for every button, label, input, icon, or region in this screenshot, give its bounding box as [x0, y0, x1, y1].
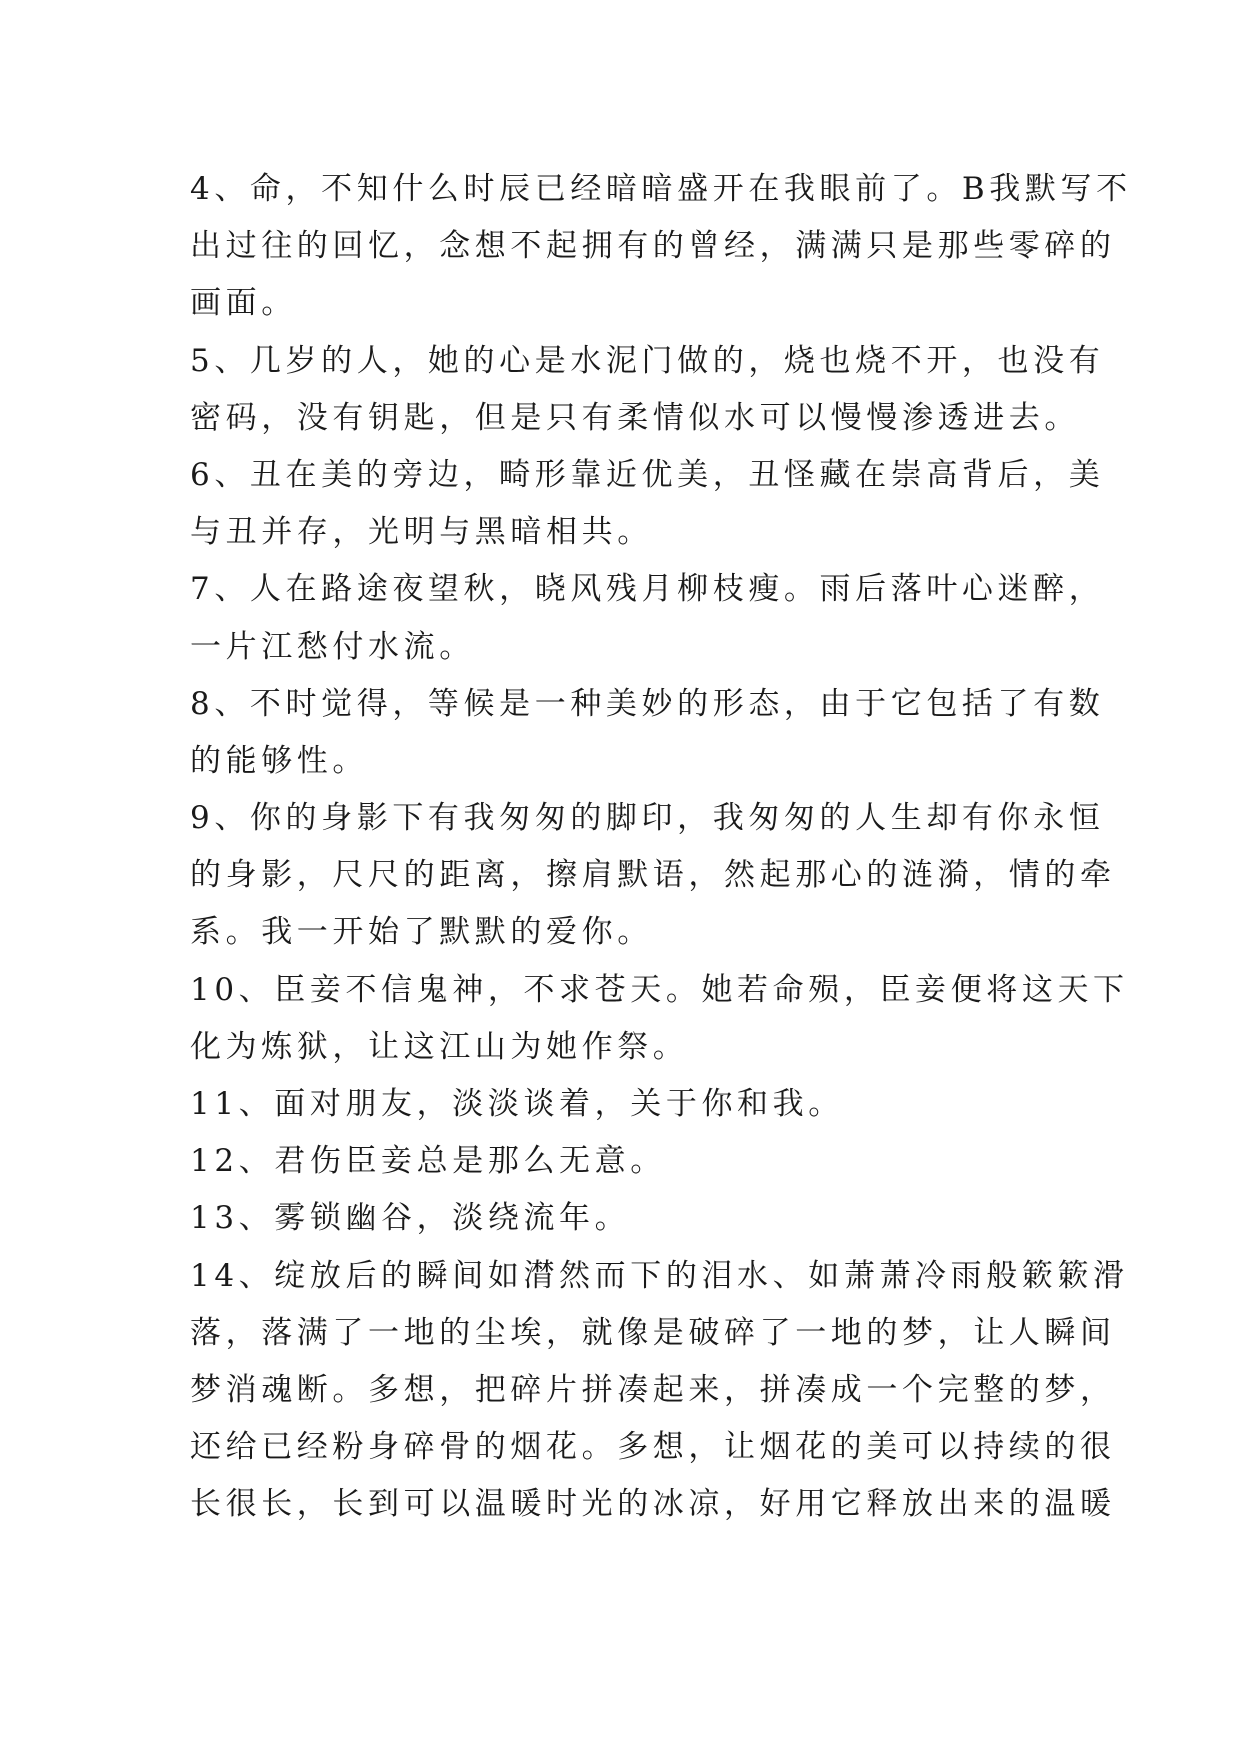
text-line: 一片江愁付水流。	[190, 628, 475, 665]
text-line: 6、丑在美的旁边，畸形靠近优美，丑怪藏在崇高背后，美	[190, 456, 1105, 493]
text-line: 5、几岁的人，她的心是水泥门做的，烧也烧不开，也没有	[190, 342, 1105, 379]
text-line: 与丑并存，光明与黑暗相共。	[190, 514, 653, 551]
text-line: 还给已经粉身碎骨的烟花。多想，让烟花的美可以持续的很	[190, 1429, 1116, 1466]
text-line: 10、臣妾不信鬼神，不求苍天。她若命殒，臣妾便将这天下	[190, 971, 1129, 1008]
text-line: 密码，没有钥匙，但是只有柔情似水可以慢慢渗透进去。	[190, 399, 1080, 436]
text-line: 9、你的身影下有我匆匆的脚印，我匆匆的人生却有你永恒	[190, 800, 1105, 837]
text-line: 的身影，尺尺的距离，擦肩默语，然起那心的涟漪，情的牵	[190, 857, 1116, 894]
text-line: 13、雾锁幽谷，淡绕流年。	[190, 1200, 631, 1237]
text-line: 12、君伤臣妾总是那么无意。	[190, 1143, 666, 1180]
text-line: 画面。	[190, 285, 297, 322]
text-line: 14、绽放后的瞬间如潸然而下的泪水、如萧萧冷雨般簌簌滑	[190, 1257, 1129, 1294]
text-line: 8、不时觉得，等候是一种美妙的形态，由于它包括了有数	[190, 685, 1105, 722]
text-line: 长很长，长到可以温暖时光的冰凉，好用它释放出来的温暖	[190, 1486, 1116, 1523]
text-line: 化为炼狱，让这江山为她作祭。	[190, 1028, 689, 1065]
text-line: 落，落满了一地的尘埃，就像是破碎了一地的梦，让人瞬间	[190, 1314, 1116, 1351]
text-line: 7、人在路途夜望秋，晓风残月柳枝瘦。雨后落叶心迷醉，	[190, 571, 1105, 608]
text-line: 系。我一开始了默默的爱你。	[190, 914, 653, 951]
text-line: 的能够性。	[190, 742, 368, 779]
text-line: 梦消魂断。多想，把碎片拼凑起来，拼凑成一个完整的梦，	[190, 1371, 1116, 1408]
text-line: 4、命，不知什么时辰已经暗暗盛开在我眼前了。B我默写不	[190, 171, 1132, 207]
text-line: 11、面对朋友，淡淡谈着，关于你和我。	[190, 1086, 844, 1122]
text-line: 出过往的回忆，念想不起拥有的曾经，满满只是那些零碎的	[190, 228, 1116, 265]
document-body	[190, 161, 1132, 1534]
